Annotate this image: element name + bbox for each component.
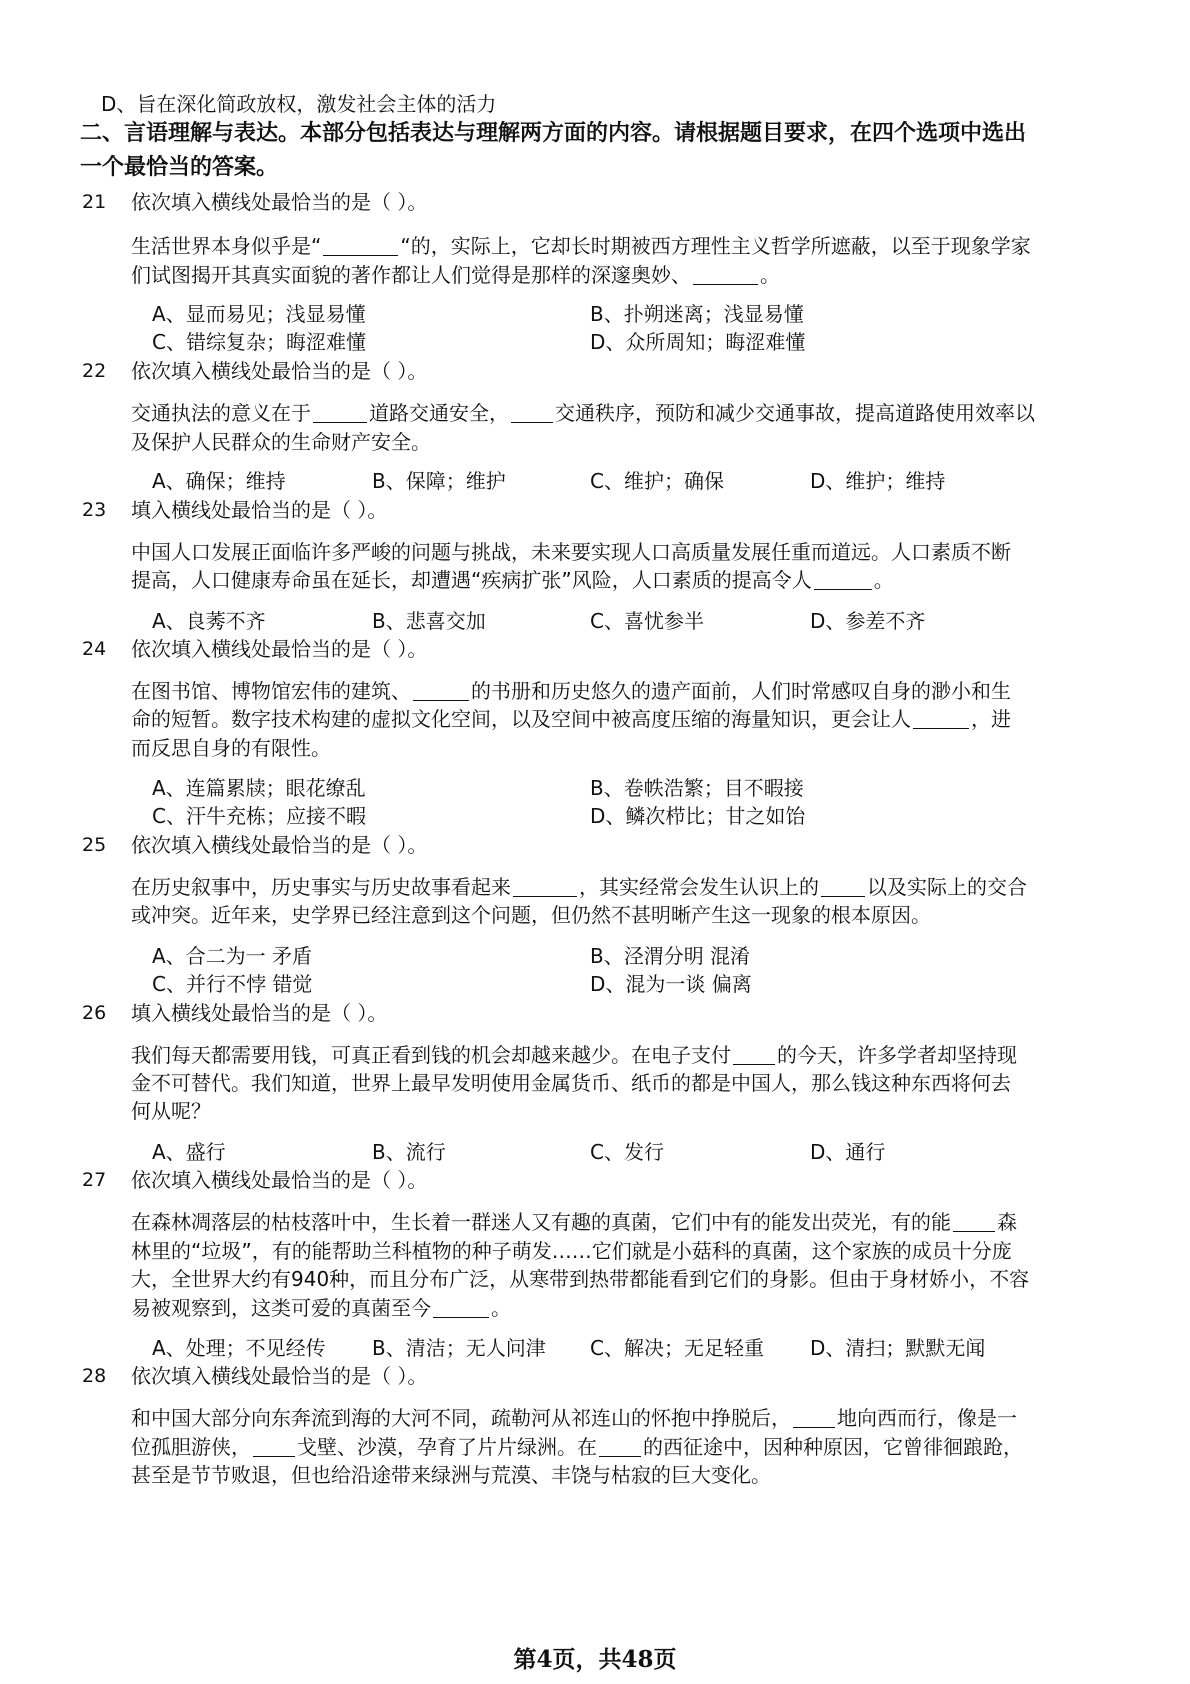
passage-text: 道路交通安全， xyxy=(369,401,509,425)
page-footer: 第4页，共48页 xyxy=(513,1646,677,1673)
passage-line xyxy=(131,1069,1011,1097)
passage-text: 。 xyxy=(491,1296,511,1320)
question-number: 28 xyxy=(82,1365,107,1387)
question-number: 26 xyxy=(82,1002,107,1024)
question-stem: 填入横线处最恰当的是（ ）。 xyxy=(131,498,388,522)
passage-line xyxy=(131,1237,1012,1265)
question-number: 27 xyxy=(82,1169,107,1191)
option-b[interactable]: B、泾渭分明 混淆 xyxy=(590,944,751,968)
question-stem: 依次填入横线处最恰当的是（ ）。 xyxy=(131,1168,428,1192)
passage-line xyxy=(131,399,1035,427)
answer-blank xyxy=(323,235,398,256)
passage-text: 及保护人民群众的生命财产安全。 xyxy=(131,430,431,454)
option-d[interactable]: D、通行 xyxy=(810,1140,886,1164)
option-c[interactable]: C、错综复杂；晦涩难懂 xyxy=(152,330,366,354)
passage-text: 中国人口发展正面临许多严峻的问题与挑战，未来要实现人口高质量发展任重而道远。人口素质不断 xyxy=(131,540,1011,564)
option-b[interactable]: B、保障；维护 xyxy=(372,469,506,493)
passage-text: “的，实际上，它却长时期被西方理性主义哲学所遮蔽，以至于现象学家 xyxy=(400,234,1031,258)
passage-text: 。 xyxy=(760,263,780,287)
passage-text: 金不可替代。我们知道，世界上最早发明使用金属货币、纸币的都是中国人，那么钱这种东西将何去 xyxy=(131,1071,1011,1095)
answer-blank xyxy=(913,708,969,729)
passage-text: 易被观察到，这类可爱的真菌至今 xyxy=(131,1296,431,1320)
passage-text: 在历史叙事中，历史事实与历史故事看起来 xyxy=(131,875,511,899)
option-d[interactable]: D、鳞次栉比；甘之如饴 xyxy=(590,804,806,828)
passage-text: 和中国大部分向东奔流到海的大河不同，疏勒河从祁连山的怀抱中挣脱后， xyxy=(131,1406,791,1430)
answer-blank xyxy=(821,876,865,897)
question-number: 22 xyxy=(82,360,107,382)
option-c[interactable]: C、喜忧参半 xyxy=(590,609,704,633)
passage-text: 命的短暂。数字技术构建的虚拟文化空间，以及空间中被高度压缩的海量知识，更会让人 xyxy=(131,707,911,731)
answer-blank xyxy=(413,680,469,701)
passage-text: 的书册和历史悠久的遗产面前，人们时常感叹自身的渺小和生 xyxy=(471,679,1011,703)
passage-text: 以及实际上的交合 xyxy=(867,875,1027,899)
question-number: 24 xyxy=(82,638,107,660)
question-stem: 填入横线处最恰当的是（ ）。 xyxy=(131,1001,388,1025)
answer-blank xyxy=(513,876,577,897)
passage-line xyxy=(131,538,1011,566)
option-a[interactable]: A、连篇累牍；眼花缭乱 xyxy=(152,776,366,800)
passage-line xyxy=(131,1294,511,1322)
passage-text: 大，全世界大约有940种，而且分布广泛，从寒带到热带都能看到它们的身影。但由于身材娇小，不容 xyxy=(131,1267,1030,1291)
option-a[interactable]: A、良莠不齐 xyxy=(152,609,266,633)
option-c[interactable]: C、汗牛充栋；应接不暇 xyxy=(152,804,366,828)
passage-line xyxy=(131,1041,1017,1069)
option-c[interactable]: C、发行 xyxy=(590,1140,664,1164)
option-b[interactable]: B、流行 xyxy=(372,1140,446,1164)
section-title-line2: 一个最恰当的答案。 xyxy=(80,155,279,180)
passage-line xyxy=(131,261,780,289)
passage-text: 位孤胆游侠， xyxy=(131,1435,251,1459)
passage-text: 何从呢？ xyxy=(131,1099,211,1123)
answer-blank xyxy=(253,1436,295,1457)
answer-blank xyxy=(511,402,553,423)
answer-blank xyxy=(733,1044,775,1065)
passage-text: 们试图揭开其真实面貌的著作都让人们觉得是那样的深邃奥妙、 xyxy=(131,263,691,287)
option-d[interactable]: D、混为一谈 偏离 xyxy=(590,972,752,996)
question-stem: 依次填入横线处最恰当的是（ ）。 xyxy=(131,190,428,214)
option-c[interactable]: C、并行不悖 错觉 xyxy=(152,972,313,996)
passage-line xyxy=(131,705,1011,733)
passage-line xyxy=(131,1265,1029,1293)
option-a[interactable]: A、合二为一 矛盾 xyxy=(152,944,313,968)
passage-text: 交通秩序，预防和减少交通事故，提高道路使用效率以 xyxy=(555,401,1035,425)
option-d[interactable]: D、清扫；默默无闻 xyxy=(810,1336,986,1360)
passage-line xyxy=(131,232,1031,260)
answer-blank xyxy=(313,402,367,423)
passage-text: ，进 xyxy=(971,707,1011,731)
question-stem: 依次填入横线处最恰当的是（ ）。 xyxy=(131,833,428,857)
passage-line xyxy=(131,1433,1023,1461)
question-number: 23 xyxy=(82,499,107,521)
passage-text: ，其实经常会发生认识上的 xyxy=(579,875,819,899)
passage-text: 森 xyxy=(997,1210,1017,1234)
answer-blank xyxy=(693,264,758,285)
option-d[interactable]: D、维护；维持 xyxy=(810,469,946,493)
passage-text: 林里的“垃圾”，有的能帮助兰科植物的种子萌发……它们就是小菇科的真菌，这个家族的成员十分庞 xyxy=(131,1239,1012,1263)
passage-text: 甚至是节节败退，但也给沿途带来绿洲与荒漠、丰饶与枯寂的巨大变化。 xyxy=(131,1463,771,1487)
passage-line xyxy=(131,901,931,929)
answer-blank xyxy=(953,1211,995,1232)
option-a[interactable]: A、盛行 xyxy=(152,1140,226,1164)
passage-line xyxy=(131,873,1027,901)
passage-text: 的西征途中，因种种原因，它曾徘徊踉跄， xyxy=(643,1435,1023,1459)
answer-blank xyxy=(814,569,872,590)
passage-text: 戈壁、沙漠，孕育了片片绿洲。在 xyxy=(297,1435,597,1459)
answer-blank xyxy=(793,1407,835,1428)
answer-blank xyxy=(433,1297,489,1318)
q20-option-d: D、旨在深化简政放权，激发社会主体的活力 xyxy=(101,92,497,116)
passage-line xyxy=(131,677,1011,705)
passage-text: 而反思自身的有限性。 xyxy=(131,736,331,760)
passage-line xyxy=(131,1097,211,1125)
passage-line xyxy=(131,734,331,762)
option-c[interactable]: C、解决；无足轻重 xyxy=(590,1336,764,1360)
question-stem: 依次填入横线处最恰当的是（ ）。 xyxy=(131,1364,428,1388)
option-b[interactable]: B、卷帙浩繁；目不暇接 xyxy=(590,776,804,800)
passage-text: 交通执法的意义在于 xyxy=(131,401,311,425)
option-a[interactable]: A、处理；不见经传 xyxy=(152,1336,326,1360)
section-title-line1: 二、言语理解与表达。本部分包括表达与理解两方面的内容。请根据题目要求，在四个选项中选出 xyxy=(80,121,1027,146)
option-a[interactable]: A、显而易见；浅显易懂 xyxy=(152,302,366,326)
passage-text: 生活世界本身似乎是“ xyxy=(131,234,322,258)
passage-text: 地向西而行，像是一 xyxy=(837,1406,1017,1430)
passage-text: 或冲突。近年来，史学界已经注意到这个问题，但仍然不甚明晰产生这一现象的根本原因。 xyxy=(131,903,931,927)
question-stem: 依次填入横线处最恰当的是（ ）。 xyxy=(131,637,428,661)
question-stem: 依次填入横线处最恰当的是（ ）。 xyxy=(131,359,428,383)
answer-blank xyxy=(599,1436,641,1457)
passage-text: 在图书馆、博物馆宏伟的建筑、 xyxy=(131,679,411,703)
passage-text: 提高，人口健康寿命虽在延长，却遭遇“疾病扩张”风险，人口素质的提高令人 xyxy=(131,568,812,592)
option-b[interactable]: B、悲喜交加 xyxy=(372,609,486,633)
option-d[interactable]: D、众所周知；晦涩难懂 xyxy=(590,330,806,354)
option-b[interactable]: B、清洁；无人问津 xyxy=(372,1336,546,1360)
option-d[interactable]: D、参差不齐 xyxy=(810,609,926,633)
option-b[interactable]: B、扑朔迷离；浅显易懂 xyxy=(590,302,804,326)
option-a[interactable]: A、确保；维持 xyxy=(152,469,286,493)
passage-line xyxy=(131,428,431,456)
passage-line xyxy=(131,1461,771,1489)
passage-line xyxy=(131,566,894,594)
passage-line xyxy=(131,1208,1017,1236)
question-number: 25 xyxy=(82,834,107,856)
passage-text: 在森林凋落层的枯枝落叶中，生长着一群迷人又有趣的真菌，它们中有的能发出荧光，有的能 xyxy=(131,1210,951,1234)
passage-text: 。 xyxy=(873,568,894,592)
passage-text: 我们每天都需要用钱，可真正看到钱的机会却越来越少。在电子支付 xyxy=(131,1043,731,1067)
option-c[interactable]: C、维护；确保 xyxy=(590,469,724,493)
passage-text: 的今天，许多学者却坚持现 xyxy=(777,1043,1017,1067)
passage-line xyxy=(131,1404,1017,1432)
question-number: 21 xyxy=(82,191,107,213)
